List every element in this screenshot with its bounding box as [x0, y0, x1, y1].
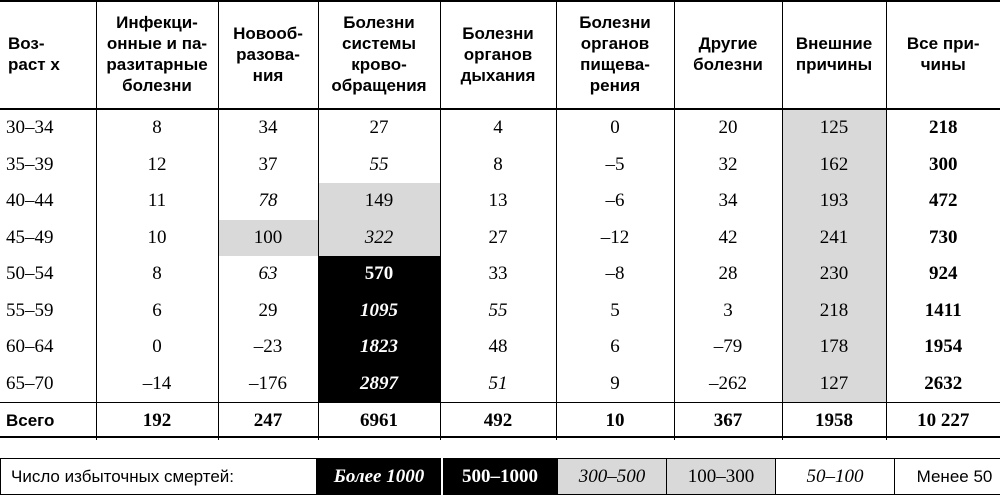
legend-item-50-100: 50–100	[776, 459, 895, 495]
age-group-cell: 40–44	[0, 183, 96, 220]
legend-item-under-50: Менее 50	[895, 459, 1000, 495]
age-group-cell: 55–59	[0, 293, 96, 330]
infectious-cell: 11	[96, 183, 218, 220]
external-cell: 241	[782, 220, 886, 257]
total-other: 367	[674, 403, 782, 440]
table-body	[0, 109, 1000, 440]
table-bottom-rule	[0, 436, 1000, 438]
circulatory-cell: 1095	[318, 293, 440, 330]
external-cell: 230	[782, 256, 886, 293]
table-row	[0, 329, 1000, 366]
total-digestive: 10	[556, 403, 674, 440]
header-neoplasms: Новооб- разова- ния	[218, 0, 318, 109]
all-causes-cell: 730	[929, 226, 958, 248]
header-age: Воз- раст x	[0, 0, 96, 109]
total-all-causes: 10 227	[917, 410, 970, 432]
table-header	[0, 0, 1000, 109]
age-group-cell: 35–39	[0, 147, 96, 184]
digestive-cell: –8	[556, 256, 674, 293]
header-digestive: Болезни органов пищева- рения	[556, 0, 674, 109]
neoplasms-cell: –23	[218, 329, 318, 366]
digestive-cell: –6	[556, 183, 674, 220]
circulatory-cell: 55	[318, 147, 440, 184]
total-infectious: 192	[96, 403, 218, 440]
table-row	[0, 147, 1000, 184]
respiratory-cell: 48	[440, 329, 556, 366]
circulatory-cell: 149	[318, 183, 440, 220]
header-external: Внешние причины	[782, 0, 886, 109]
other-cell: 32	[674, 147, 782, 184]
infectious-cell: 8	[96, 109, 218, 147]
header-row	[0, 0, 1000, 109]
all-causes-cell: 300	[929, 153, 958, 175]
neoplasms-cell: 34	[218, 109, 318, 147]
digestive-cell: 0	[556, 109, 674, 147]
circulatory-cell: 1823	[318, 329, 440, 366]
neoplasms-cell: 29	[218, 293, 318, 330]
infectious-cell: 0	[96, 329, 218, 366]
legend-title: Число избыточных смертей:	[1, 459, 317, 495]
legend-item-100-300: 100–300	[667, 459, 776, 495]
age-group-cell: 50–54	[0, 256, 96, 293]
total-external: 1958	[782, 403, 886, 440]
all-causes-cell: 218	[929, 117, 958, 139]
infectious-cell: 8	[96, 256, 218, 293]
infectious-cell: 12	[96, 147, 218, 184]
total-circulatory: 6961	[318, 403, 440, 440]
digestive-cell: –5	[556, 147, 674, 184]
respiratory-cell: 4	[440, 109, 556, 147]
age-group-cell: 30–34	[0, 109, 96, 147]
table-row	[0, 366, 1000, 403]
neoplasms-cell: 63	[218, 256, 318, 293]
infectious-cell: 6	[96, 293, 218, 330]
total-respiratory: 492	[440, 403, 556, 440]
table-row	[0, 293, 1000, 330]
circulatory-cell: 27	[318, 109, 440, 147]
external-cell: 218	[782, 293, 886, 330]
legend-row	[1, 459, 1000, 495]
circulatory-cell: 322	[318, 220, 440, 257]
total-row	[0, 403, 1000, 440]
legend-item-500-1000: 500–1000	[442, 459, 558, 495]
neoplasms-cell: 37	[218, 147, 318, 184]
total-neoplasms: 247	[218, 403, 318, 440]
total-label: Всего	[0, 403, 96, 440]
other-cell: –262	[674, 366, 782, 403]
neoplasms-cell: 100	[218, 220, 318, 257]
digestive-cell: 6	[556, 329, 674, 366]
header-circulatory: Болезни системы крово- обращения	[318, 0, 440, 109]
respiratory-cell: 33	[440, 256, 556, 293]
digestive-cell: 5	[556, 293, 674, 330]
all-causes-cell: 2632	[886, 366, 1000, 403]
infectious-cell: 10	[96, 220, 218, 257]
external-cell: 125	[782, 109, 886, 147]
respiratory-cell: 51	[440, 366, 556, 403]
external-cell: 178	[782, 329, 886, 366]
header-respiratory: Болезни органов дыхания	[440, 0, 556, 109]
header-infectious: Инфекци- онные и па- разитарные болезни	[96, 0, 218, 109]
other-cell: 20	[674, 109, 782, 147]
age-group-cell: 60–64	[0, 329, 96, 366]
circulatory-cell: 570	[318, 256, 440, 293]
age-group-cell: 65–70	[0, 366, 96, 403]
other-cell: –79	[674, 329, 782, 366]
digestive-cell: –12	[556, 220, 674, 257]
header-all-causes: Все при- чины	[886, 0, 1000, 109]
other-cell: 28	[674, 256, 782, 293]
header-other: Другие болезни	[674, 0, 782, 109]
neoplasms-cell: 78	[218, 183, 318, 220]
table-row	[0, 109, 1000, 147]
respiratory-cell: 8	[440, 147, 556, 184]
legend-item-over-1000: Более 1000	[317, 459, 443, 495]
all-causes-cell: 472	[929, 190, 958, 212]
external-cell: 193	[782, 183, 886, 220]
respiratory-cell: 27	[440, 220, 556, 257]
legend-item-300-500: 300–500	[558, 459, 667, 495]
all-causes-cell: 924	[929, 263, 958, 285]
external-cell: 162	[782, 147, 886, 184]
table-row	[0, 183, 1000, 220]
all-causes-cell: 1411	[924, 299, 962, 321]
infectious-cell: –14	[96, 366, 218, 403]
table-row	[0, 256, 1000, 293]
digestive-cell: 9	[556, 366, 674, 403]
all-causes-cell: 1954	[924, 336, 963, 358]
age-group-cell: 45–49	[0, 220, 96, 257]
respiratory-cell: 13	[440, 183, 556, 220]
table-row	[0, 220, 1000, 257]
respiratory-cell: 55	[440, 293, 556, 330]
other-cell: 3	[674, 293, 782, 330]
neoplasms-cell: –176	[218, 366, 318, 403]
other-cell: 42	[674, 220, 782, 257]
other-cell: 34	[674, 183, 782, 220]
external-cell: 127	[782, 366, 886, 403]
legend	[0, 458, 1000, 495]
circulatory-cell: 2897	[318, 366, 440, 403]
